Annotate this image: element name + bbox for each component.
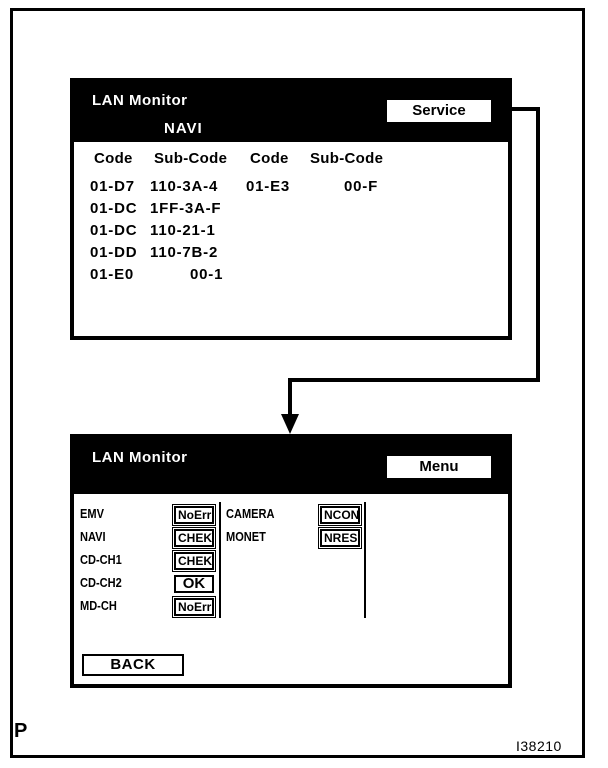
column-header-code: Code xyxy=(94,150,133,167)
status-badge: NoErr xyxy=(174,598,214,616)
status-badge: CHEK xyxy=(174,552,214,570)
device-label-cd-ch1: CD-CH1 xyxy=(80,552,122,567)
status-badge: NoErr xyxy=(174,506,214,524)
screen-title: LAN Monitor xyxy=(92,92,188,109)
sub-code-cell: 110-7B-2 xyxy=(150,244,219,261)
column-header-sub-code: Sub-Code xyxy=(154,150,228,167)
column-header-sub-code: Sub-Code xyxy=(310,150,384,167)
sub-code-cell: 00-F xyxy=(344,178,379,195)
code-cell: 01-DC xyxy=(90,200,138,217)
code-cell: 01-E3 xyxy=(246,178,291,195)
code-cell: 01-DC xyxy=(90,222,138,239)
menu-button[interactable]: Menu xyxy=(387,456,491,478)
corner-label: P xyxy=(14,720,28,742)
device-label-cd-ch2: CD-CH2 xyxy=(80,575,122,590)
device-label-monet: MONET xyxy=(226,529,266,544)
back-button[interactable]: BACK xyxy=(82,654,184,676)
status-badge: NCON xyxy=(320,506,360,524)
screen-header xyxy=(74,82,508,142)
column-divider xyxy=(364,502,366,618)
sub-code-cell: 110-3A-4 xyxy=(150,178,219,195)
sub-code-cell: 00-1 xyxy=(190,266,224,283)
sub-code-cell: 110-21-1 xyxy=(150,222,216,239)
sub-code-cell: 1FF-3A-F xyxy=(150,200,222,217)
lan-monitor-menu-screen xyxy=(70,434,512,688)
device-label-emv: EMV xyxy=(80,506,104,521)
code-cell: 01-D7 xyxy=(90,178,135,195)
screen-subtitle: NAVI xyxy=(164,120,203,137)
device-label-md-ch: MD-CH xyxy=(80,598,117,613)
status-badge: CHEK xyxy=(174,529,214,547)
screen-header xyxy=(74,438,508,494)
figure-id: I38210 xyxy=(516,738,562,754)
arrow-head xyxy=(281,414,299,434)
screen-title: LAN Monitor xyxy=(92,449,188,466)
status-badge: OK xyxy=(174,575,214,593)
column-header-code: Code xyxy=(250,150,289,167)
service-button[interactable]: Service xyxy=(387,100,491,122)
lan-monitor-service-screen xyxy=(70,78,512,340)
code-cell: 01-E0 xyxy=(90,266,135,283)
column-divider xyxy=(219,502,221,618)
status-badge: NRES xyxy=(320,529,360,547)
code-cell: 01-DD xyxy=(90,244,138,261)
device-label-camera: CAMERA xyxy=(226,506,275,521)
device-label-navi: NAVI xyxy=(80,529,106,544)
